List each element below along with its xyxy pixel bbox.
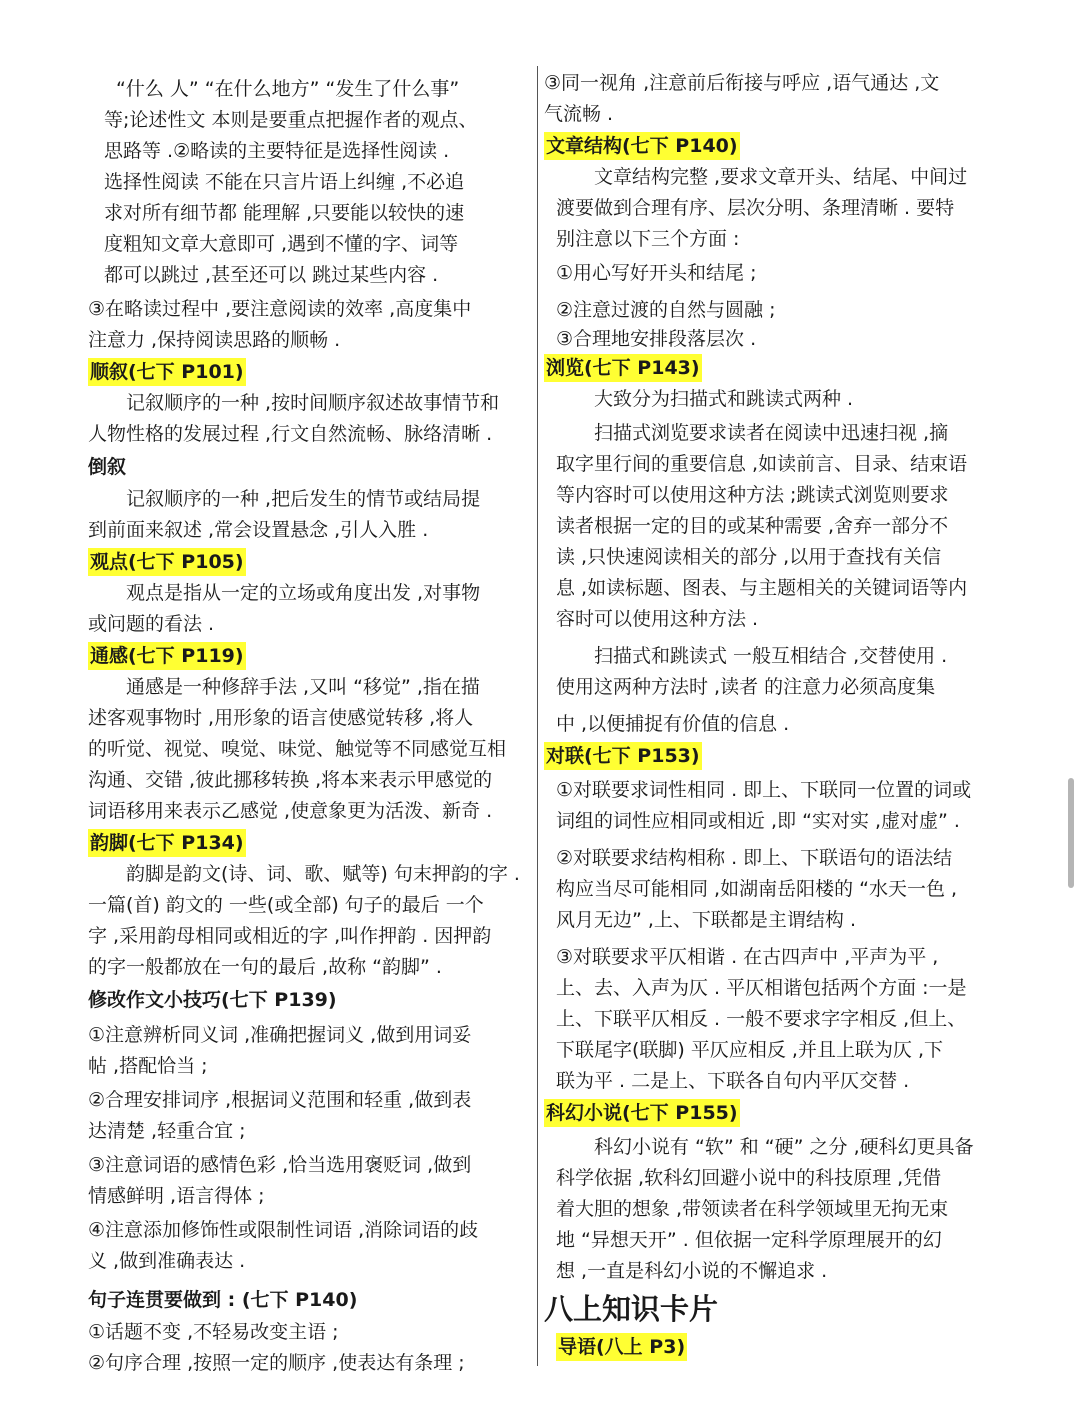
body-text: 科学依据 ,软科幻回避小说中的科技原理 ,凭借 <box>556 1167 942 1189</box>
list-item: ②句序合理 ,按照一定的顺序 ,使表达有条理 ; <box>88 1352 465 1374</box>
body-text: 读者根据一定的目的或某种需要 ,舍弃一部分不 <box>556 515 949 537</box>
section-title: 八上知识卡片 <box>544 1292 719 1326</box>
body-text: 想 ,一直是科幻小说的不懈追求 . <box>556 1260 828 1282</box>
heading-liulan: 浏览(七下 P143) <box>544 354 702 382</box>
body-text: 的听觉、视觉、嗅觉、味觉、触觉等不同感觉互相 <box>88 738 507 760</box>
right-column <box>544 68 996 1363</box>
list-item: 达清楚 ,轻重合宜 ; <box>88 1120 246 1142</box>
list-item: ①注意辨析同义词 ,准确把握词义 ,做到用词妥 <box>88 1024 472 1046</box>
list-item: ①对联要求词性相同 . 即上、下联同一位置的词或 <box>556 779 972 801</box>
list-item: ④注意添加修饰性或限制性词语 ,消除词语的歧 <box>88 1219 479 1241</box>
intro-line: 选择性阅读 不能在只言片语上纠缠 ,不必追 <box>104 171 465 193</box>
body-text: 观点是指从一定的立场或角度出发 ,对事物 <box>126 582 481 604</box>
list-item: 气流畅 . <box>544 103 614 125</box>
body-text: 字 ,采用韵母相同或相近的字 ,叫作押韵 . 因押韵 <box>88 925 492 947</box>
left-column <box>88 74 528 1379</box>
heading-lianguan: 句子连贯要做到 : (七下 P140) <box>88 1289 358 1311</box>
intro-line: “什么 人” “在什么地方” “发生了什么事” <box>116 78 460 100</box>
list-item: 上、下联平仄相反 . 一般不要求字字相反 ,但上、 <box>556 1008 967 1030</box>
body-text: 沟通、交错 ,彼此挪移转换 ,将本来表示甲感觉的 <box>88 769 493 791</box>
list-item: 帖 ,搭配恰当 ; <box>88 1055 208 1077</box>
body-text: 到前面来叙述 ,常会设置悬念 ,引人入胜 . <box>88 519 429 541</box>
list-item: ③在略读过程中 ,要注意阅读的效率 ,高度集中 <box>88 298 472 320</box>
body-text: 述客观事物时 ,用形象的语言使感觉转移 ,将人 <box>88 707 474 729</box>
body-text: 一篇(首) 韵文的 一些(或全部) 句子的最后 一个 <box>88 894 484 916</box>
body-text: 别注意以下三个方面 : <box>556 228 740 250</box>
body-text: 等内容时可以使用这种方法 ;跳读式浏览则要求 <box>556 484 949 506</box>
heading-kehuan: 科幻小说(七下 P155) <box>544 1099 740 1127</box>
list-item: 联为平 . 二是上、下联各自句内平仄交替 . <box>556 1070 910 1092</box>
list-item: 下联尾字(联脚) 平仄应相反 ,并且上联为仄 ,下 <box>556 1039 944 1061</box>
heading-jiegou: 文章结构(七下 P140) <box>544 132 740 160</box>
body-text: 着大胆的想象 ,带领读者在科学领域里无拘无束 <box>556 1198 949 1220</box>
list-item: 注意力 ,保持阅读思路的顺畅 . <box>88 329 341 351</box>
body-text: 中 ,以便捕捉有价值的信息 . <box>556 713 790 735</box>
body-text: 通感是一种修辞手法 ,又叫 “移觉” ,指在描 <box>126 676 480 698</box>
list-item: 风月无边” ,上、下联都是主谓结构 . <box>556 909 857 931</box>
list-item: ②对联要求结构相称 . 即上、下联语句的语法结 <box>556 847 953 869</box>
intro-line: 等;论述性文 本则是要重点把握作者的观点、 <box>104 109 478 131</box>
list-item: 上、去、入声为仄 . 平仄相谐包括两个方面 :一是 <box>556 977 967 999</box>
body-text: 或问题的看法 . <box>88 613 215 635</box>
list-item: 情感鲜明 ,语言得体 ; <box>88 1185 265 1207</box>
list-item: 义 ,做到准确表达 . <box>88 1250 246 1272</box>
heading-yunjiao: 韵脚(七下 P134) <box>88 829 246 857</box>
heading-daoyu: 导语(八上 P3) <box>556 1333 687 1361</box>
body-text: 记叙顺序的一种 ,按时间顺序叙述故事情节和 <box>126 392 500 414</box>
list-item: ①话题不变 ,不轻易改变主语 ; <box>88 1321 339 1343</box>
column-divider <box>537 66 538 1366</box>
list-item: ②合理安排词序 ,根据词义范围和轻重 ,做到表 <box>88 1089 472 1111</box>
heading-shunxu: 顺叙(七下 P101) <box>88 358 246 386</box>
scrollbar-thumb[interactable] <box>1068 778 1074 888</box>
body-text: 扫描式浏览要求读者在阅读中迅速扫视 ,摘 <box>594 422 949 444</box>
body-text: 科幻小说有 “软” 和 “硬” 之分 ,硬科幻更具备 <box>594 1136 974 1158</box>
list-item: 构应当尽可能相同 ,如湖南岳阳楼的 “水天一色 , <box>556 878 958 900</box>
heading-tonggan: 通感(七下 P119) <box>88 642 246 670</box>
body-text: 扫描式和跳读式 一般互相结合 ,交替使用 . <box>594 645 948 667</box>
heading-duilian: 对联(七下 P153) <box>544 742 702 770</box>
list-item: ③对联要求平仄相谐 . 在古四声中 ,平声为平 , <box>556 946 939 968</box>
body-text: 使用这两种方法时 ,读者 的注意力必须高度集 <box>556 676 936 698</box>
list-item: 词组的词性应相同或相近 ,即 “实对实 ,虚对虚” . <box>556 810 960 832</box>
body-text: 词语移用来表示乙感觉 ,使意象更为活泼、新奇 . <box>88 800 493 822</box>
heading-xiugai: 修改作文小技巧(七下 P139) <box>88 989 337 1011</box>
body-text: 容时可以使用这种方法 . <box>556 608 759 630</box>
body-text: 人物性格的发展过程 ,行文自然流畅、脉络清晰 . <box>88 423 493 445</box>
list-item: ③合理地安排段落层次 . <box>556 328 757 350</box>
body-text: 文章结构完整 ,要求文章开头、结尾、中间过 <box>594 166 968 188</box>
intro-line: 思路等 .②略读的主要特征是选择性阅读 . <box>104 140 450 162</box>
body-text: 渡要做到合理有序、层次分明、条理清晰 . 要特 <box>556 197 955 219</box>
body-text: 记叙顺序的一种 ,把后发生的情节或结局提 <box>126 488 481 510</box>
intro-line: 求对所有细节都 能理解 ,只要能以较快的速 <box>104 202 465 224</box>
list-item: ①用心写好开头和结尾 ; <box>556 262 757 284</box>
body-text: 息 ,如读标题、图表、与主题相关的关键词语等内 <box>556 577 968 599</box>
list-item: ②注意过渡的自然与圆融 ; <box>556 299 776 321</box>
intro-line: 都可以跳过 ,甚至还可以 跳过某些内容 . <box>104 264 439 286</box>
body-text: 读 ,只快速阅读相关的部分 ,以用于查找有关信 <box>556 546 942 568</box>
body-text: 韵脚是韵文(诗、词、歌、赋等) 句末押韵的字 . <box>126 863 520 885</box>
body-text: 的字一般都放在一句的最后 ,故称 “韵脚” . <box>88 956 442 978</box>
heading-daoxu: 倒叙 <box>88 456 127 478</box>
body-text: 取字里行间的重要信息 ,如读前言、目录、结束语 <box>556 453 968 475</box>
body-text: 地 “异想天开” . 但依据一定科学原理展开的幻 <box>556 1229 942 1251</box>
list-item: ③注意词语的感情色彩 ,恰当选用褒贬词 ,做到 <box>88 1154 472 1176</box>
heading-guandian: 观点(七下 P105) <box>88 548 246 576</box>
intro-line: 度粗知文章大意即可 ,遇到不懂的字、词等 <box>104 233 459 255</box>
body-text: 大致分为扫描式和跳读式两种 . <box>594 388 854 410</box>
list-item: ③同一视角 ,注意前后衔接与呼应 ,语气通达 ,文 <box>544 72 940 94</box>
